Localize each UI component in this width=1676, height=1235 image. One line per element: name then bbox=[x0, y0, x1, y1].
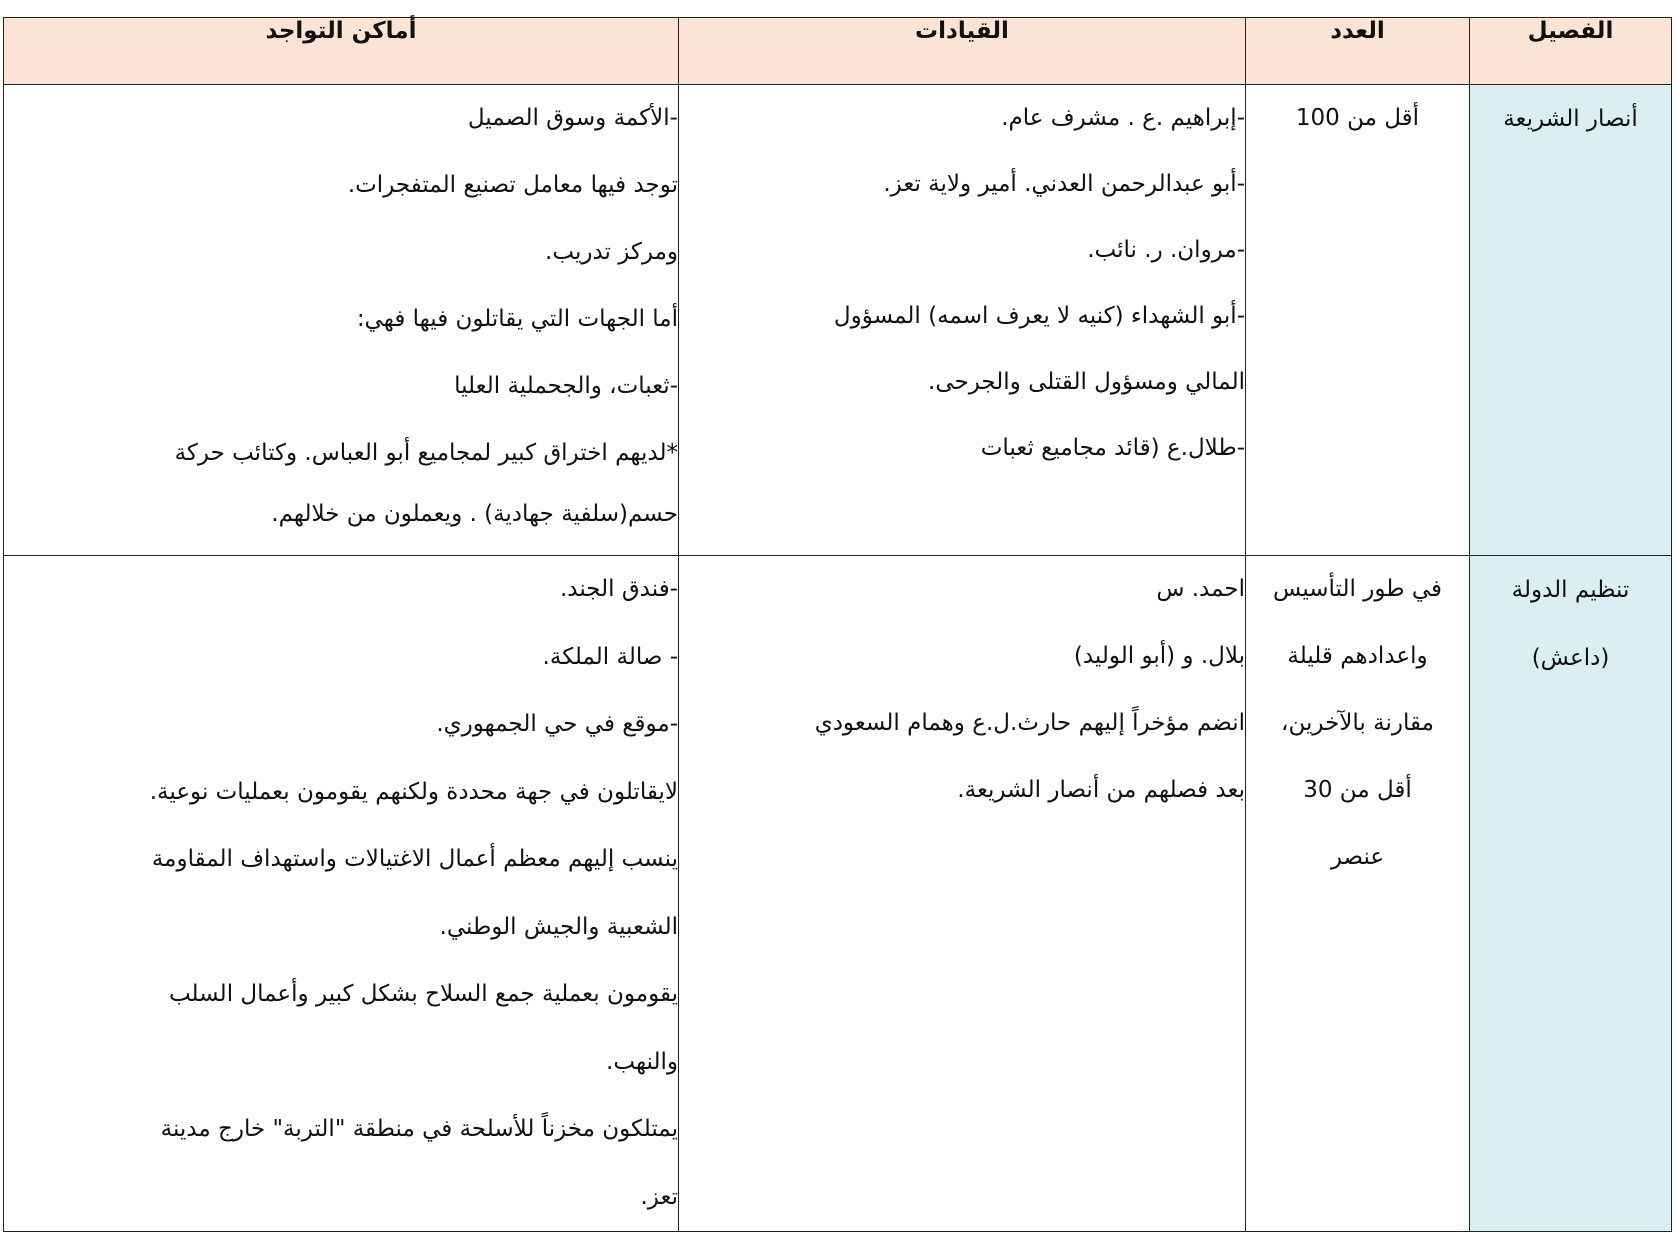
place-line: الشعبية والجيش الوطني. bbox=[439, 913, 678, 940]
header-row bbox=[4, 18, 1672, 85]
count-text: أقل من 100 bbox=[1295, 105, 1420, 131]
place-line: *لديهم اختراق كبير لمجاميع أبو العباس. وكتائب حركة bbox=[174, 440, 678, 466]
place-line: -فندق الجند. bbox=[559, 576, 678, 602]
place-line: لايقاتلون في جهة محددة ولكنهم يقومون بعمليات نوعية. bbox=[149, 778, 678, 805]
header-count: العدد bbox=[1246, 18, 1470, 85]
leader-line: -أبو الشهداء (كنيه لا يعرف اسمه) المسؤول bbox=[833, 303, 1245, 329]
leader-line: -إبراهيم .ع . مشرف عام. bbox=[1001, 105, 1245, 131]
places-cell bbox=[4, 85, 679, 556]
count-cell bbox=[1246, 556, 1470, 1232]
place-line: تعز. bbox=[640, 1183, 678, 1210]
leader-line: -أبو عبدالرحمن العدني. أمير ولاية تعز. bbox=[883, 171, 1245, 197]
faction-alias: (داعش) bbox=[1531, 645, 1610, 671]
count-cell bbox=[1246, 85, 1470, 556]
leaders-cell bbox=[679, 85, 1246, 556]
leader-line: احمد. س bbox=[1156, 576, 1245, 602]
faction-cell bbox=[1470, 85, 1672, 556]
place-line: يمتلكون مخزناً للأسلحة في منطقة "التربة" خارج مدينة bbox=[160, 1116, 678, 1142]
table-row bbox=[4, 85, 1672, 556]
table-row bbox=[4, 556, 1672, 1232]
place-line: حسم(سلفية جهادية) . ويعملون من خلالهم. bbox=[271, 501, 678, 527]
leader-line: المالي ومسؤول القتلى والجرحى. bbox=[928, 369, 1245, 395]
header-places: أماكن التواجد bbox=[4, 18, 679, 85]
count-line: واعدادهم قليلة bbox=[1287, 643, 1428, 669]
faction-name: أنصار الشريعة bbox=[1503, 106, 1638, 132]
count-line: أقل من 30 bbox=[1303, 777, 1412, 803]
leader-line: بلال. و (أبو الوليد) bbox=[1073, 643, 1245, 669]
faction-name: تنظيم الدولة bbox=[1511, 577, 1630, 603]
leaders-cell bbox=[679, 556, 1246, 1232]
count-line: في طور التأسيس bbox=[1273, 576, 1442, 602]
leader-line: -مروان. ر. نائب. bbox=[1087, 237, 1245, 263]
faction-cell bbox=[1470, 556, 1672, 1232]
place-line: -موقع في حي الجمهوري. bbox=[436, 711, 678, 737]
place-line: أما الجهات التي يقاتلون فيها فهي: bbox=[356, 306, 678, 332]
header-leaders: القيادات bbox=[679, 18, 1246, 85]
leader-line: بعد فصلهم من أنصار الشريعة. bbox=[957, 777, 1245, 803]
factions-table bbox=[3, 17, 1672, 1232]
place-line: والنهب. bbox=[606, 1048, 678, 1075]
header-faction: الفصيل bbox=[1470, 18, 1672, 85]
place-line: - صالة الملكة. bbox=[542, 643, 678, 670]
place-line: توجد فيها معامل تصنيع المتفجرات. bbox=[347, 172, 678, 198]
count-line: عنصر bbox=[1330, 844, 1385, 870]
place-line: ينسب إليهم معظم أعمال الاغتيالات واستهداف المقاومة bbox=[151, 846, 678, 872]
places-cell bbox=[4, 556, 679, 1232]
place-line: ومركز تدريب. bbox=[545, 239, 678, 265]
place-line: -ثعبات، والجحملية العليا bbox=[454, 373, 678, 399]
place-line: -الأكمة وسوق الصميل bbox=[467, 105, 678, 131]
leader-line: -طلال.ع (قائد مجاميع ثعبات bbox=[980, 435, 1245, 461]
leader-line: انضم مؤخراً إليهم حارث.ل.ع وهمام السعودي bbox=[814, 710, 1245, 736]
place-line: يقومون بعملية جمع السلاح بشكل كبير وأعمال السلب bbox=[168, 981, 678, 1007]
count-line: مقارنة بالآخرين، bbox=[1281, 710, 1434, 736]
